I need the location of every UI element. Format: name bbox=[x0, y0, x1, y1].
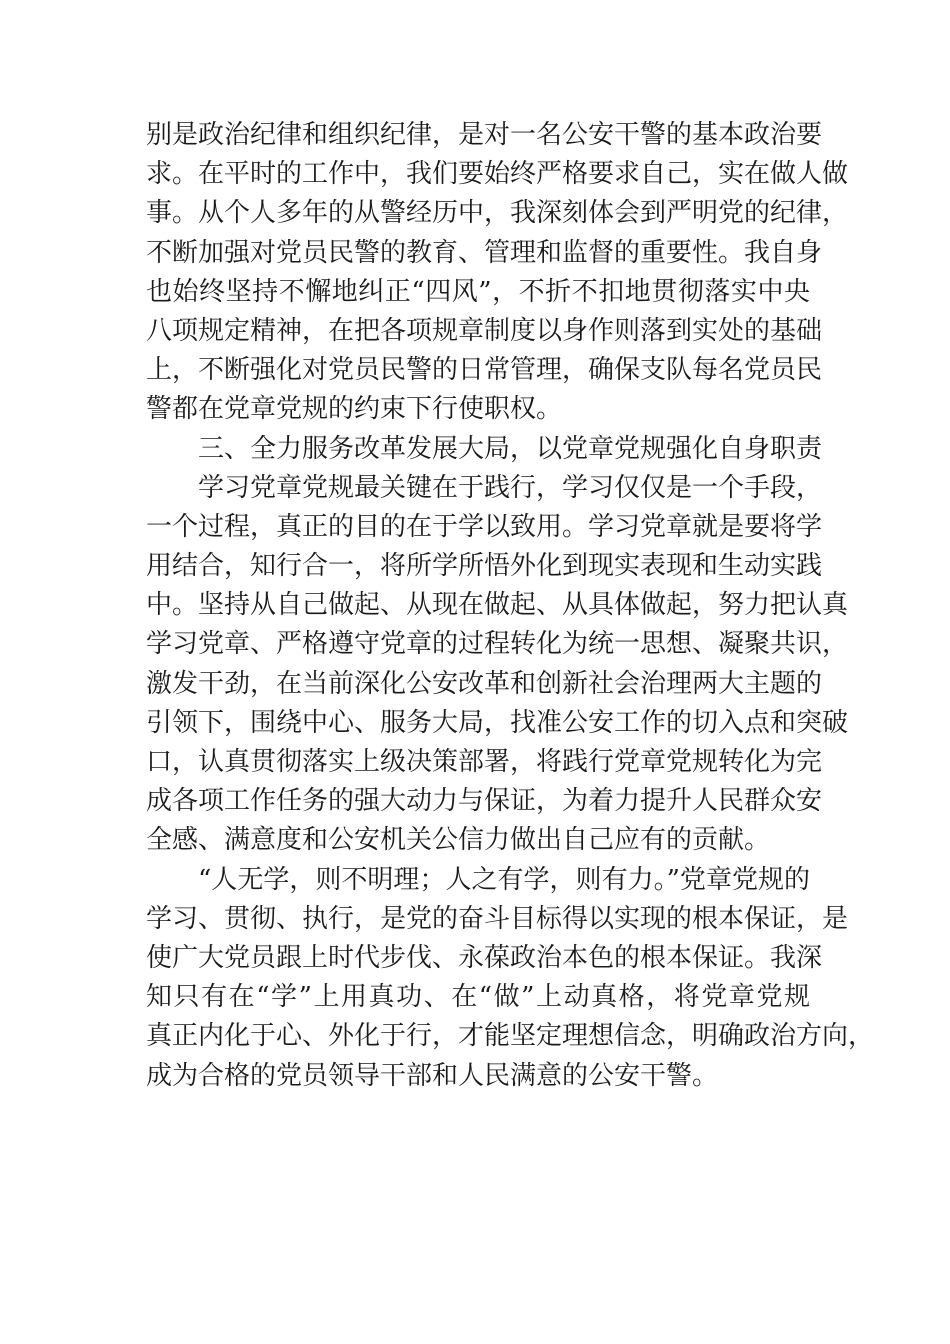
text-line: 引领下，围绕中心、服务大局，找准公安工作的切入点和突破 bbox=[146, 707, 849, 738]
text-line: 别是政治纪律和组织纪律，是对一名公安干警的基本政治要 bbox=[146, 120, 823, 150]
text-line: 激发干劲，在当前深化公安改革和创新社会治理两大主题的 bbox=[146, 668, 823, 699]
text-line: 学习党章党规最关键在于践行，学习仅仅是一个手段， bbox=[198, 472, 823, 503]
text-line: 真正内化于心、外化于行，才能坚定理想信念，明确政治方向， bbox=[146, 1021, 875, 1052]
text-line: “人无学，则不明理；人之有学，则有力。”党章党规的 bbox=[198, 864, 810, 895]
text-line: 用结合，知行合一，将所学所悟外化到现实表现和生动实践 bbox=[146, 551, 823, 582]
text-line: 学习、贯彻、执行，是党的奋斗目标得以实现的根本保证，是 bbox=[146, 903, 849, 934]
text-line: 成各项工作任务的强大动力与保证，为着力提升人民群众安 bbox=[146, 786, 823, 817]
text-line: 也始终坚持不懈地纠正“四风”，不折不扣地贯彻落实中央 bbox=[146, 276, 810, 307]
text-line: 中。坚持从自己做起、从现在做起、从具体做起，努力把认真 bbox=[146, 590, 849, 621]
text-line: 使广大党员跟上时代步伐、永葆政治本色的根本保证。我深 bbox=[146, 942, 823, 973]
text-line: 上，不断强化对党员民警的日常管理，确保支队每名党员民 bbox=[146, 355, 823, 386]
text-line: 不断加强对党员民警的教育、管理和监督的重要性。我自身 bbox=[146, 237, 823, 268]
text-line: 事。从个人多年的从警经历中，我深刻体会到严明党的纪律， bbox=[146, 198, 849, 229]
text-line: 求。在平时的工作中，我们要始终严格要求自己，实在做人做 bbox=[146, 159, 849, 190]
text-line: 警都在党章党规的约束下行使职权。 bbox=[146, 394, 563, 425]
text-line: 一个过程，真正的目的在于学以致用。学习党章就是要将学 bbox=[146, 511, 823, 542]
section-heading: 三、全力服务改革发展大局，以党章党规强化自身职责 bbox=[198, 433, 823, 464]
text-line: 学习党章、严格遵守党章的过程转化为统一思想、凝聚共识， bbox=[146, 629, 849, 660]
text-line: 口，认真贯彻落实上级决策部署，将践行党章党规转化为完 bbox=[146, 747, 823, 777]
text-line: 八项规定精神，在把各项规章制度以身作则落到实处的基础 bbox=[146, 315, 823, 346]
document-body bbox=[146, 116, 875, 1096]
text-line: 成为合格的党员领导干部和人民满意的公安干警。 bbox=[146, 1060, 719, 1091]
text-line: 知只有在“学”上用真功、在“做”上动真格，将党章党规 bbox=[146, 982, 810, 1013]
text-line: 全感、满意度和公安机关公信力做出自己应有的贡献。 bbox=[146, 825, 771, 856]
